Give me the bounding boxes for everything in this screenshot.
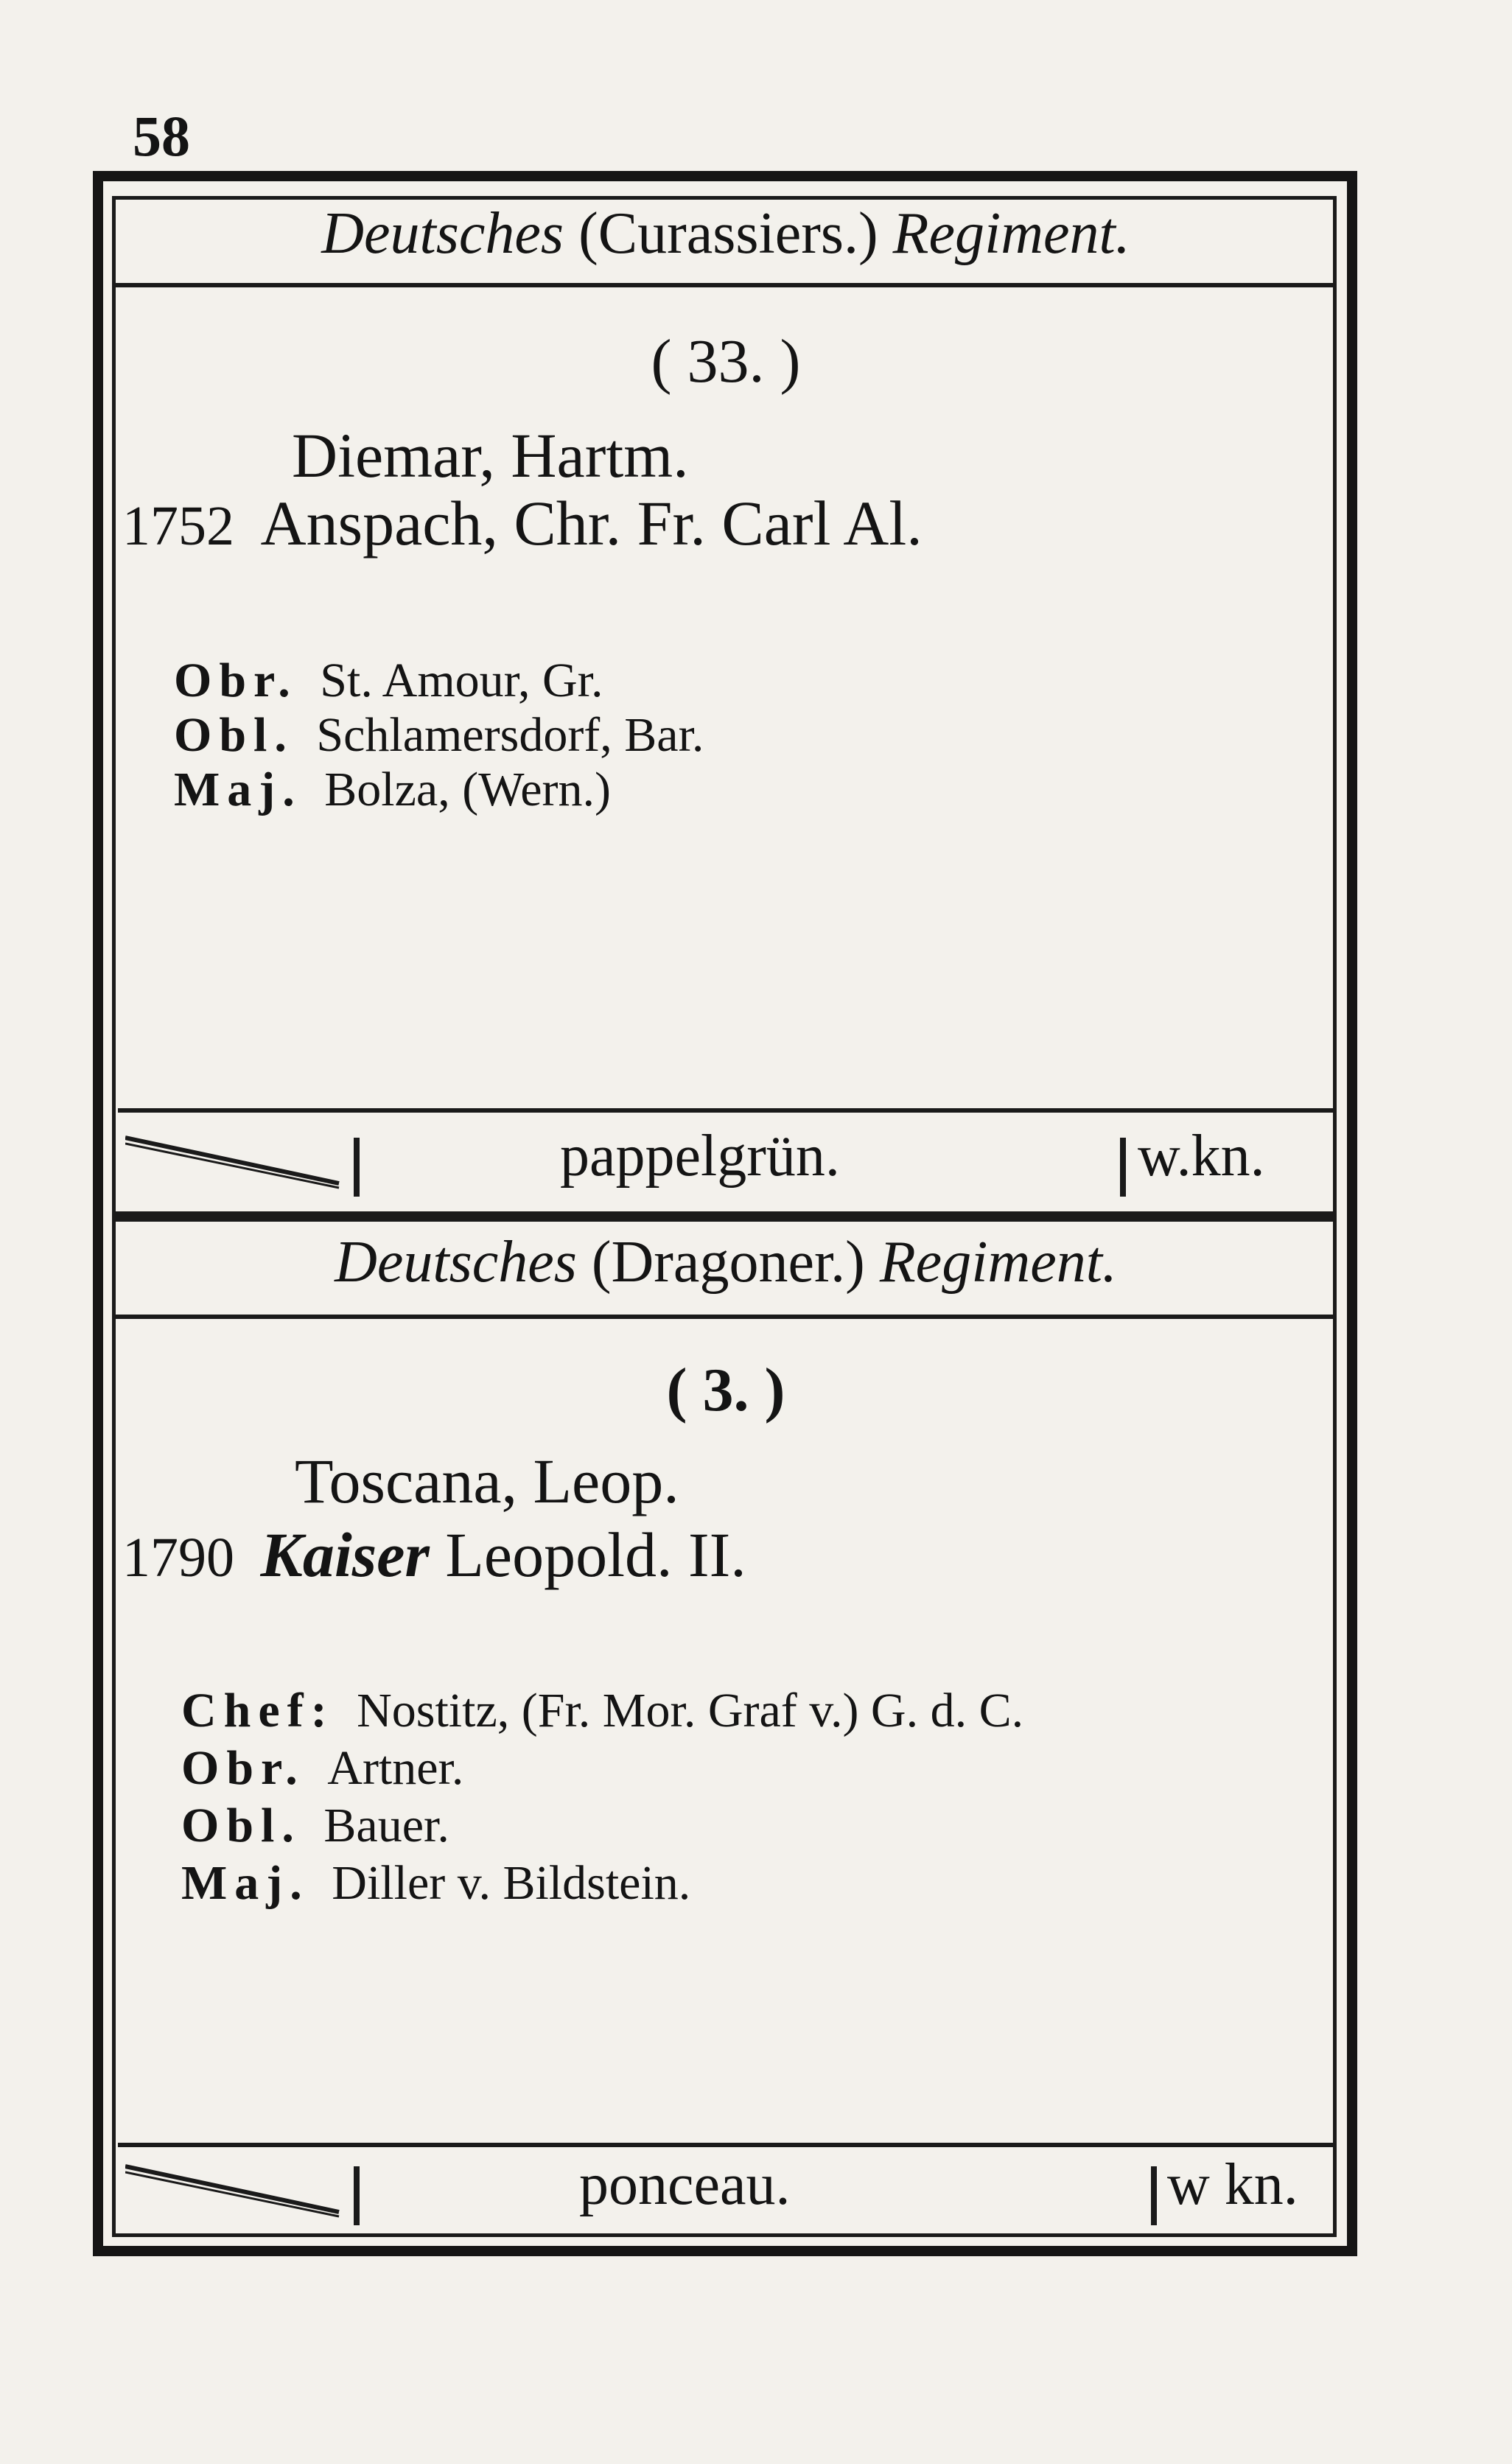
title-suffix: Regiment. — [879, 1230, 1117, 1295]
separator-bar — [1151, 2166, 1157, 2225]
uniform-color: ponceau. — [579, 2152, 791, 2217]
owner-year: 1790 — [122, 1527, 234, 1589]
regiment-number: ( 33. ) — [651, 327, 801, 396]
separator-bar — [1120, 1138, 1126, 1197]
regiment-founder: Toscana, Leop. — [295, 1446, 679, 1516]
title-prefix: Deutsches — [335, 1230, 577, 1295]
officer-name: Bolza, (Wern.) — [324, 763, 611, 816]
officer-row — [181, 1740, 463, 1796]
diagonal-stroke-icon — [125, 1130, 346, 1189]
officer-name: Bauer. — [323, 1799, 449, 1852]
officer-row — [181, 1798, 449, 1854]
section-title-curassiers — [118, 200, 1334, 267]
button-color: w.kn. — [1138, 1124, 1265, 1189]
title-prefix: Deutsches — [321, 201, 564, 266]
title-regiment-type: (Curassiers.) — [578, 201, 878, 266]
officer-row — [174, 707, 704, 763]
officer-rank: Chef: — [181, 1684, 335, 1737]
title-underline — [112, 1315, 1337, 1319]
button-color: w kn. — [1167, 2152, 1298, 2217]
owner-title: Kaiser — [260, 1519, 430, 1590]
officer-name: Schlamersdorf, Bar. — [316, 708, 704, 762]
regiment-owner-line — [122, 486, 923, 560]
color-row-top-rule — [118, 1108, 1334, 1113]
regiment-founder: Diemar, Hartm. — [292, 420, 689, 491]
officer-rank: Maj. — [174, 763, 302, 816]
owner-name: Leopold. II. — [445, 1519, 746, 1590]
regiment-number: ( 3. ) — [666, 1356, 785, 1424]
officer-name: St. Amour, Gr. — [320, 654, 603, 707]
officer-rank: Obl. — [174, 708, 294, 762]
officer-name: Artner. — [327, 1741, 464, 1795]
officer-rank: Obr. — [174, 654, 298, 707]
owner-year: 1752 — [122, 495, 234, 557]
officer-rank: Obr. — [181, 1741, 305, 1795]
uniform-color-row — [118, 2152, 1334, 2233]
section-divider — [112, 1211, 1337, 1222]
separator-bar — [354, 2166, 360, 2225]
section-title-dragoner — [118, 1229, 1334, 1296]
separator-bar — [354, 1138, 360, 1197]
officer-row — [181, 1855, 690, 1911]
officer-rank: Maj. — [181, 1856, 309, 1910]
title-suffix: Regiment. — [892, 201, 1130, 266]
officer-rank: Obl. — [181, 1799, 301, 1852]
officer-name: Nostitz, (Fr. Mor. Graf v.) G. d. C. — [357, 1684, 1024, 1737]
regiment-owner-line — [122, 1518, 746, 1592]
diagonal-stroke-icon — [125, 2159, 346, 2218]
title-regiment-type: (Dragoner.) — [591, 1230, 865, 1295]
officer-row — [174, 762, 611, 818]
uniform-color-row — [118, 1123, 1334, 1204]
officer-row — [181, 1683, 1023, 1739]
uniform-color: pappelgrün. — [560, 1124, 840, 1189]
page-number: 58 — [133, 104, 190, 168]
officer-row — [174, 653, 603, 709]
officer-name: Diller v. Bildstein. — [332, 1856, 691, 1910]
title-underline — [112, 283, 1337, 287]
color-row-top-rule — [118, 2143, 1334, 2147]
owner-name: Anspach, Chr. Fr. Carl Al. — [260, 488, 923, 559]
